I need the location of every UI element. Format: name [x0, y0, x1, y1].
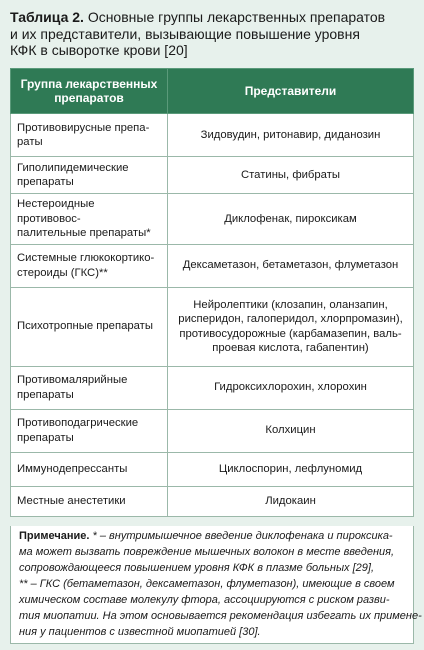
note-line-1-text: * – внутримышечное введение диклофенака и пироксика- — [89, 530, 393, 542]
table-row — [11, 244, 414, 287]
table-row — [11, 114, 414, 157]
cell-text-line: Психотропные препараты — [17, 320, 153, 333]
note-line: ния у пациентов с известной миопатией [30]. — [19, 626, 261, 638]
cell-representatives — [168, 486, 414, 516]
cell-drug-group — [11, 194, 168, 245]
cell-representatives — [168, 244, 414, 287]
cell-drug-group — [11, 486, 168, 516]
cell-drug-group — [11, 409, 168, 452]
cell-text-line: Зидовудин, ритонавир, диданозин — [200, 128, 381, 141]
caption-text-line-1: Основные группы лекарственных препаратов — [87, 9, 386, 25]
table-row — [11, 194, 414, 245]
cell-drug-group — [11, 452, 168, 486]
cell-text-line: Местные анестетики — [17, 494, 126, 507]
table-row — [11, 452, 414, 486]
cell-text-line: Противоподагрические — [17, 417, 139, 429]
cell-text-line: Иммунодепрессанты — [17, 462, 128, 475]
cell-drug-group — [11, 114, 168, 157]
table-row — [11, 157, 414, 194]
cell-representatives — [168, 287, 414, 366]
cell-text-line: Циклоспорин, лефлуномид — [218, 462, 363, 475]
cell-representatives — [168, 366, 414, 409]
cell-text-line: Лидокаин — [265, 494, 316, 507]
table-body — [11, 114, 414, 517]
cell-text-line: палительные препараты* — [17, 227, 151, 239]
note-line — [19, 528, 407, 544]
cell-text-line: противосудорожные (карбамазепин, валь- — [179, 327, 402, 340]
cell-text-line: Гидроксихлорохин, хлорохин — [214, 381, 367, 394]
note-line: тия миопатии. На этом основывается рекомендация избегать их примене- — [19, 610, 422, 622]
drug-groups-table — [10, 68, 414, 517]
cell-drug-group — [11, 157, 168, 194]
cell-representatives — [168, 114, 414, 157]
note-line: ** – ГКС (бетаметазон, дексаметазон, флуметазон), имеющие в своем — [19, 578, 395, 590]
cell-text-line: Нейролептики (клозапин, оланзапин, — [193, 298, 388, 311]
cell-representatives — [168, 157, 414, 194]
table-header-row — [11, 69, 414, 114]
cell-representatives — [168, 452, 414, 486]
header-group — [11, 69, 168, 114]
cell-text-line: Колхицин — [265, 424, 316, 437]
cell-text-line: Статины, фибраты — [240, 168, 341, 181]
cell-text-line: Противовирусные препа- — [17, 121, 150, 134]
cell-text-line: раты — [17, 136, 43, 148]
note-line: химическом составе молекулу фтора, ассоциируются с риском разви- — [19, 594, 390, 606]
header-group-line: Группа лекарственных — [20, 77, 158, 91]
caption-text-line-2: и их представители, вызывающие повышение уровня — [10, 25, 360, 42]
cell-text-line: Системные глюкокортико- — [17, 252, 155, 264]
table-row — [11, 287, 414, 366]
table-note — [10, 526, 422, 644]
cell-representatives — [168, 409, 414, 452]
cell-text-line: проевая кислота, габапентин) — [212, 342, 369, 354]
cell-text-line: стероиды (ГКС)** — [17, 266, 108, 279]
note-line: ма может вызвать повреждение мышечных волокон в месте введения, — [19, 546, 395, 558]
table-row — [11, 486, 414, 516]
cell-text-line: препараты — [17, 176, 74, 188]
table-caption — [10, 9, 418, 59]
cell-text-line: рисперидон, галоперидол, хлорпромазин), — [178, 313, 403, 325]
cell-text-line: Нестероидные противовос- — [17, 198, 95, 225]
caption-text-line-3: КФК в сыворотке крови [20] — [10, 42, 188, 58]
note-line: сопровождающееся повышением уровня КФК в плазме больных [29], — [19, 562, 375, 574]
cell-text-line: Противомалярийные — [17, 374, 128, 386]
cell-text-line: Диклофенак, пироксикам — [224, 212, 357, 225]
caption-label: Таблица 2. — [10, 9, 84, 25]
header-group-line: препаратов — [54, 91, 124, 105]
cell-drug-group — [11, 366, 168, 409]
table-row — [11, 409, 414, 452]
cell-representatives — [168, 194, 414, 245]
cell-text-line: Гиполипидемические — [17, 161, 129, 174]
cell-text-line: препараты — [17, 431, 74, 444]
cell-drug-group — [11, 244, 168, 287]
note-label: Примечание. — [19, 530, 90, 542]
table-row — [11, 366, 414, 409]
cell-drug-group — [11, 287, 168, 366]
header-representatives: Представители — [168, 69, 414, 114]
cell-text-line: Дексаметазон, бетаметазон, флуметазон — [182, 259, 399, 272]
cell-text-line: препараты — [17, 388, 74, 401]
